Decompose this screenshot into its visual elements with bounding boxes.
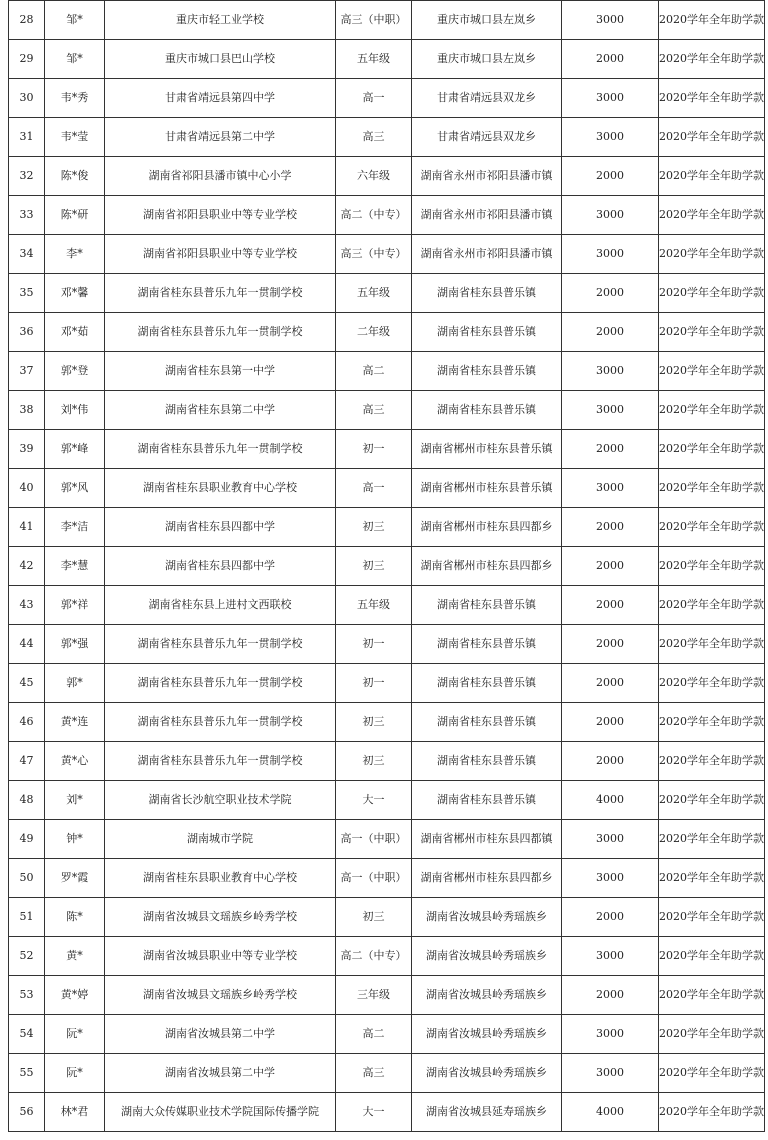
hometown-cell: 甘肃省靖远县双龙乡 xyxy=(412,118,562,157)
table-row xyxy=(9,820,765,859)
amount-cell: 2000 xyxy=(562,664,659,703)
row-number-cell: 44 xyxy=(9,625,45,664)
table-row xyxy=(9,664,765,703)
student-name-cell: 黄*心 xyxy=(45,742,105,781)
aid-recipient-table xyxy=(8,0,765,1132)
table-body xyxy=(9,1,765,1132)
hometown-cell: 湖南省桂东县普乐镇 xyxy=(412,703,562,742)
aid-type-cell: 2020学年全年助学款 xyxy=(659,820,765,859)
hometown-cell: 湖南省汝城县岭秀瑶族乡 xyxy=(412,898,562,937)
school-cell: 湖南省桂东县职业教育中心学校 xyxy=(105,859,336,898)
aid-type-cell: 2020学年全年助学款 xyxy=(659,430,765,469)
student-name-cell: 黄* xyxy=(45,937,105,976)
aid-type-cell: 2020学年全年助学款 xyxy=(659,469,765,508)
student-name-cell: 郭*强 xyxy=(45,625,105,664)
amount-cell: 2000 xyxy=(562,625,659,664)
amount-cell: 3000 xyxy=(562,391,659,430)
grade-cell: 高二（中专） xyxy=(336,196,412,235)
aid-type-cell: 2020学年全年助学款 xyxy=(659,898,765,937)
aid-type-cell: 2020学年全年助学款 xyxy=(659,157,765,196)
table-row xyxy=(9,898,765,937)
hometown-cell: 湖南省郴州市桂东县四都镇 xyxy=(412,820,562,859)
table-row xyxy=(9,703,765,742)
amount-cell: 3000 xyxy=(562,1015,659,1054)
hometown-cell: 重庆市城口县左岚乡 xyxy=(412,40,562,79)
hometown-cell: 湖南省永州市祁阳县潘市镇 xyxy=(412,196,562,235)
hometown-cell: 湖南省桂东县普乐镇 xyxy=(412,391,562,430)
table-row xyxy=(9,313,765,352)
school-cell: 湖南省祁阳县职业中等专业学校 xyxy=(105,196,336,235)
aid-type-cell: 2020学年全年助学款 xyxy=(659,937,765,976)
school-cell: 湖南省桂东县普乐九年一贯制学校 xyxy=(105,703,336,742)
hometown-cell: 湖南省桂东县普乐镇 xyxy=(412,664,562,703)
row-number-cell: 39 xyxy=(9,430,45,469)
student-name-cell: 郭* xyxy=(45,664,105,703)
hometown-cell: 甘肃省靖远县双龙乡 xyxy=(412,79,562,118)
row-number-cell: 34 xyxy=(9,235,45,274)
row-number-cell: 46 xyxy=(9,703,45,742)
aid-type-cell: 2020学年全年助学款 xyxy=(659,391,765,430)
row-number-cell: 35 xyxy=(9,274,45,313)
student-name-cell: 李*慧 xyxy=(45,547,105,586)
school-cell: 甘肃省靖远县第四中学 xyxy=(105,79,336,118)
row-number-cell: 31 xyxy=(9,118,45,157)
aid-type-cell: 2020学年全年助学款 xyxy=(659,586,765,625)
amount-cell: 4000 xyxy=(562,1093,659,1132)
table-row xyxy=(9,1093,765,1132)
amount-cell: 2000 xyxy=(562,313,659,352)
amount-cell: 2000 xyxy=(562,40,659,79)
grade-cell: 初一 xyxy=(336,430,412,469)
school-cell: 重庆市轻工业学校 xyxy=(105,1,336,40)
aid-type-cell: 2020学年全年助学款 xyxy=(659,703,765,742)
hometown-cell: 湖南省桂东县普乐镇 xyxy=(412,625,562,664)
student-name-cell: 陈* xyxy=(45,898,105,937)
table-row xyxy=(9,1,765,40)
row-number-cell: 48 xyxy=(9,781,45,820)
hometown-cell: 湖南省桂东县普乐镇 xyxy=(412,781,562,820)
aid-type-cell: 2020学年全年助学款 xyxy=(659,1015,765,1054)
row-number-cell: 36 xyxy=(9,313,45,352)
amount-cell: 3000 xyxy=(562,118,659,157)
school-cell: 湖南大众传媒职业技术学院国际传播学院 xyxy=(105,1093,336,1132)
row-number-cell: 29 xyxy=(9,40,45,79)
grade-cell: 高一（中职） xyxy=(336,820,412,859)
student-name-cell: 邹* xyxy=(45,1,105,40)
row-number-cell: 49 xyxy=(9,820,45,859)
amount-cell: 2000 xyxy=(562,547,659,586)
row-number-cell: 45 xyxy=(9,664,45,703)
grade-cell: 高一 xyxy=(336,79,412,118)
row-number-cell: 40 xyxy=(9,469,45,508)
aid-type-cell: 2020学年全年助学款 xyxy=(659,118,765,157)
row-number-cell: 33 xyxy=(9,196,45,235)
grade-cell: 初三 xyxy=(336,742,412,781)
school-cell: 湖南省桂东县普乐九年一贯制学校 xyxy=(105,742,336,781)
school-cell: 湖南省桂东县第二中学 xyxy=(105,391,336,430)
table-row xyxy=(9,157,765,196)
table-row xyxy=(9,79,765,118)
amount-cell: 2000 xyxy=(562,976,659,1015)
amount-cell: 2000 xyxy=(562,586,659,625)
student-name-cell: 李*洁 xyxy=(45,508,105,547)
hometown-cell: 湖南省桂东县普乐镇 xyxy=(412,274,562,313)
hometown-cell: 湖南省汝城县岭秀瑶族乡 xyxy=(412,1054,562,1093)
grade-cell: 五年级 xyxy=(336,586,412,625)
aid-type-cell: 2020学年全年助学款 xyxy=(659,664,765,703)
student-name-cell: 阮* xyxy=(45,1015,105,1054)
school-cell: 湖南省桂东县四都中学 xyxy=(105,508,336,547)
student-name-cell: 邹* xyxy=(45,40,105,79)
aid-type-cell: 2020学年全年助学款 xyxy=(659,1,765,40)
row-number-cell: 43 xyxy=(9,586,45,625)
aid-type-cell: 2020学年全年助学款 xyxy=(659,235,765,274)
hometown-cell: 湖南省郴州市桂东县普乐镇 xyxy=(412,469,562,508)
school-cell: 湖南省桂东县普乐九年一贯制学校 xyxy=(105,430,336,469)
hometown-cell: 湖南省汝城县延寿瑶族乡 xyxy=(412,1093,562,1132)
table-row xyxy=(9,625,765,664)
table-row xyxy=(9,352,765,391)
aid-type-cell: 2020学年全年助学款 xyxy=(659,859,765,898)
school-cell: 湖南省桂东县职业教育中心学校 xyxy=(105,469,336,508)
grade-cell: 高三 xyxy=(336,118,412,157)
amount-cell: 3000 xyxy=(562,235,659,274)
school-cell: 湖南省汝城县职业中等专业学校 xyxy=(105,937,336,976)
amount-cell: 2000 xyxy=(562,898,659,937)
table-row xyxy=(9,742,765,781)
student-name-cell: 郭*祥 xyxy=(45,586,105,625)
student-name-cell: 郭*风 xyxy=(45,469,105,508)
school-cell: 湖南省汝城县第二中学 xyxy=(105,1054,336,1093)
grade-cell: 六年级 xyxy=(336,157,412,196)
school-cell: 湖南省桂东县普乐九年一贯制学校 xyxy=(105,274,336,313)
table-row xyxy=(9,196,765,235)
school-cell: 湖南省汝城县第二中学 xyxy=(105,1015,336,1054)
school-cell: 湖南省桂东县普乐九年一贯制学校 xyxy=(105,313,336,352)
student-name-cell: 邓*茹 xyxy=(45,313,105,352)
student-name-cell: 林*君 xyxy=(45,1093,105,1132)
student-name-cell: 刘*伟 xyxy=(45,391,105,430)
student-name-cell: 黄*婷 xyxy=(45,976,105,1015)
table-row xyxy=(9,1015,765,1054)
grade-cell: 高二（中专） xyxy=(336,937,412,976)
amount-cell: 3000 xyxy=(562,937,659,976)
row-number-cell: 54 xyxy=(9,1015,45,1054)
row-number-cell: 53 xyxy=(9,976,45,1015)
amount-cell: 2000 xyxy=(562,742,659,781)
table-row xyxy=(9,547,765,586)
table-row xyxy=(9,40,765,79)
amount-cell: 3000 xyxy=(562,352,659,391)
aid-recipient-table-container xyxy=(8,0,764,1132)
student-name-cell: 郭*登 xyxy=(45,352,105,391)
row-number-cell: 30 xyxy=(9,79,45,118)
school-cell: 湖南省祁阳县职业中等专业学校 xyxy=(105,235,336,274)
hometown-cell: 湖南省永州市祁阳县潘市镇 xyxy=(412,157,562,196)
grade-cell: 高三（中职） xyxy=(336,1,412,40)
hometown-cell: 湖南省永州市祁阳县潘市镇 xyxy=(412,235,562,274)
amount-cell: 2000 xyxy=(562,274,659,313)
table-row xyxy=(9,391,765,430)
row-number-cell: 56 xyxy=(9,1093,45,1132)
hometown-cell: 湖南省郴州市桂东县普乐镇 xyxy=(412,430,562,469)
hometown-cell: 湖南省桂东县普乐镇 xyxy=(412,586,562,625)
school-cell: 湖南省桂东县四都中学 xyxy=(105,547,336,586)
grade-cell: 高一 xyxy=(336,469,412,508)
table-row xyxy=(9,859,765,898)
table-row xyxy=(9,508,765,547)
amount-cell: 3000 xyxy=(562,469,659,508)
aid-type-cell: 2020学年全年助学款 xyxy=(659,781,765,820)
school-cell: 湖南省桂东县第一中学 xyxy=(105,352,336,391)
school-cell: 湖南省祁阳县潘市镇中心小学 xyxy=(105,157,336,196)
grade-cell: 三年级 xyxy=(336,976,412,1015)
table-row xyxy=(9,118,765,157)
amount-cell: 2000 xyxy=(562,157,659,196)
grade-cell: 初一 xyxy=(336,664,412,703)
hometown-cell: 湖南省桂东县普乐镇 xyxy=(412,352,562,391)
grade-cell: 高三 xyxy=(336,1054,412,1093)
student-name-cell: 韦*莹 xyxy=(45,118,105,157)
row-number-cell: 38 xyxy=(9,391,45,430)
row-number-cell: 37 xyxy=(9,352,45,391)
hometown-cell: 重庆市城口县左岚乡 xyxy=(412,1,562,40)
table-row xyxy=(9,430,765,469)
amount-cell: 3000 xyxy=(562,859,659,898)
school-cell: 湖南省桂东县普乐九年一贯制学校 xyxy=(105,625,336,664)
grade-cell: 大一 xyxy=(336,781,412,820)
grade-cell: 高三（中专） xyxy=(336,235,412,274)
school-cell: 甘肃省靖远县第二中学 xyxy=(105,118,336,157)
hometown-cell: 湖南省郴州市桂东县四都乡 xyxy=(412,859,562,898)
student-name-cell: 郭*峰 xyxy=(45,430,105,469)
aid-type-cell: 2020学年全年助学款 xyxy=(659,625,765,664)
student-name-cell: 邓*馨 xyxy=(45,274,105,313)
amount-cell: 3000 xyxy=(562,1054,659,1093)
school-cell: 湖南省桂东县上进村文西联校 xyxy=(105,586,336,625)
hometown-cell: 湖南省郴州市桂东县四都乡 xyxy=(412,547,562,586)
student-name-cell: 黄*连 xyxy=(45,703,105,742)
hometown-cell: 湖南省汝城县岭秀瑶族乡 xyxy=(412,1015,562,1054)
school-cell: 湖南省长沙航空职业技术学院 xyxy=(105,781,336,820)
amount-cell: 4000 xyxy=(562,781,659,820)
school-cell: 湖南省汝城县文瑶族乡岭秀学校 xyxy=(105,976,336,1015)
aid-type-cell: 2020学年全年助学款 xyxy=(659,976,765,1015)
row-number-cell: 42 xyxy=(9,547,45,586)
grade-cell: 初三 xyxy=(336,547,412,586)
amount-cell: 3000 xyxy=(562,196,659,235)
aid-type-cell: 2020学年全年助学款 xyxy=(659,742,765,781)
student-name-cell: 陈*俊 xyxy=(45,157,105,196)
student-name-cell: 阮* xyxy=(45,1054,105,1093)
aid-type-cell: 2020学年全年助学款 xyxy=(659,79,765,118)
table-row xyxy=(9,937,765,976)
amount-cell: 3000 xyxy=(562,79,659,118)
row-number-cell: 51 xyxy=(9,898,45,937)
grade-cell: 高二 xyxy=(336,352,412,391)
aid-type-cell: 2020学年全年助学款 xyxy=(659,40,765,79)
grade-cell: 高一（中职） xyxy=(336,859,412,898)
table-row xyxy=(9,781,765,820)
row-number-cell: 41 xyxy=(9,508,45,547)
grade-cell: 大一 xyxy=(336,1093,412,1132)
aid-type-cell: 2020学年全年助学款 xyxy=(659,547,765,586)
aid-type-cell: 2020学年全年助学款 xyxy=(659,1093,765,1132)
amount-cell: 2000 xyxy=(562,703,659,742)
amount-cell: 2000 xyxy=(562,430,659,469)
hometown-cell: 湖南省桂东县普乐镇 xyxy=(412,742,562,781)
grade-cell: 五年级 xyxy=(336,274,412,313)
table-row xyxy=(9,469,765,508)
aid-type-cell: 2020学年全年助学款 xyxy=(659,352,765,391)
row-number-cell: 47 xyxy=(9,742,45,781)
table-row xyxy=(9,1054,765,1093)
hometown-cell: 湖南省汝城县岭秀瑶族乡 xyxy=(412,976,562,1015)
student-name-cell: 韦*秀 xyxy=(45,79,105,118)
row-number-cell: 28 xyxy=(9,1,45,40)
school-cell: 湖南省桂东县普乐九年一贯制学校 xyxy=(105,664,336,703)
table-row xyxy=(9,274,765,313)
student-name-cell: 李* xyxy=(45,235,105,274)
hometown-cell: 湖南省郴州市桂东县四都乡 xyxy=(412,508,562,547)
grade-cell: 二年级 xyxy=(336,313,412,352)
table-row xyxy=(9,235,765,274)
aid-type-cell: 2020学年全年助学款 xyxy=(659,1054,765,1093)
grade-cell: 初一 xyxy=(336,625,412,664)
hometown-cell: 湖南省桂东县普乐镇 xyxy=(412,313,562,352)
hometown-cell: 湖南省汝城县岭秀瑶族乡 xyxy=(412,937,562,976)
school-cell: 重庆市城口县巴山学校 xyxy=(105,40,336,79)
aid-type-cell: 2020学年全年助学款 xyxy=(659,313,765,352)
amount-cell: 2000 xyxy=(562,508,659,547)
grade-cell: 五年级 xyxy=(336,40,412,79)
school-cell: 湖南城市学院 xyxy=(105,820,336,859)
student-name-cell: 钟* xyxy=(45,820,105,859)
student-name-cell: 陈*研 xyxy=(45,196,105,235)
aid-type-cell: 2020学年全年助学款 xyxy=(659,274,765,313)
school-cell: 湖南省汝城县文瑶族乡岭秀学校 xyxy=(105,898,336,937)
grade-cell: 初三 xyxy=(336,508,412,547)
grade-cell: 高三 xyxy=(336,391,412,430)
amount-cell: 3000 xyxy=(562,820,659,859)
student-name-cell: 罗*霞 xyxy=(45,859,105,898)
table-row xyxy=(9,586,765,625)
student-name-cell: 刘* xyxy=(45,781,105,820)
row-number-cell: 50 xyxy=(9,859,45,898)
amount-cell: 3000 xyxy=(562,1,659,40)
aid-type-cell: 2020学年全年助学款 xyxy=(659,508,765,547)
grade-cell: 高二 xyxy=(336,1015,412,1054)
aid-type-cell: 2020学年全年助学款 xyxy=(659,196,765,235)
table-row xyxy=(9,976,765,1015)
row-number-cell: 32 xyxy=(9,157,45,196)
row-number-cell: 52 xyxy=(9,937,45,976)
grade-cell: 初三 xyxy=(336,898,412,937)
row-number-cell: 55 xyxy=(9,1054,45,1093)
grade-cell: 初三 xyxy=(336,703,412,742)
